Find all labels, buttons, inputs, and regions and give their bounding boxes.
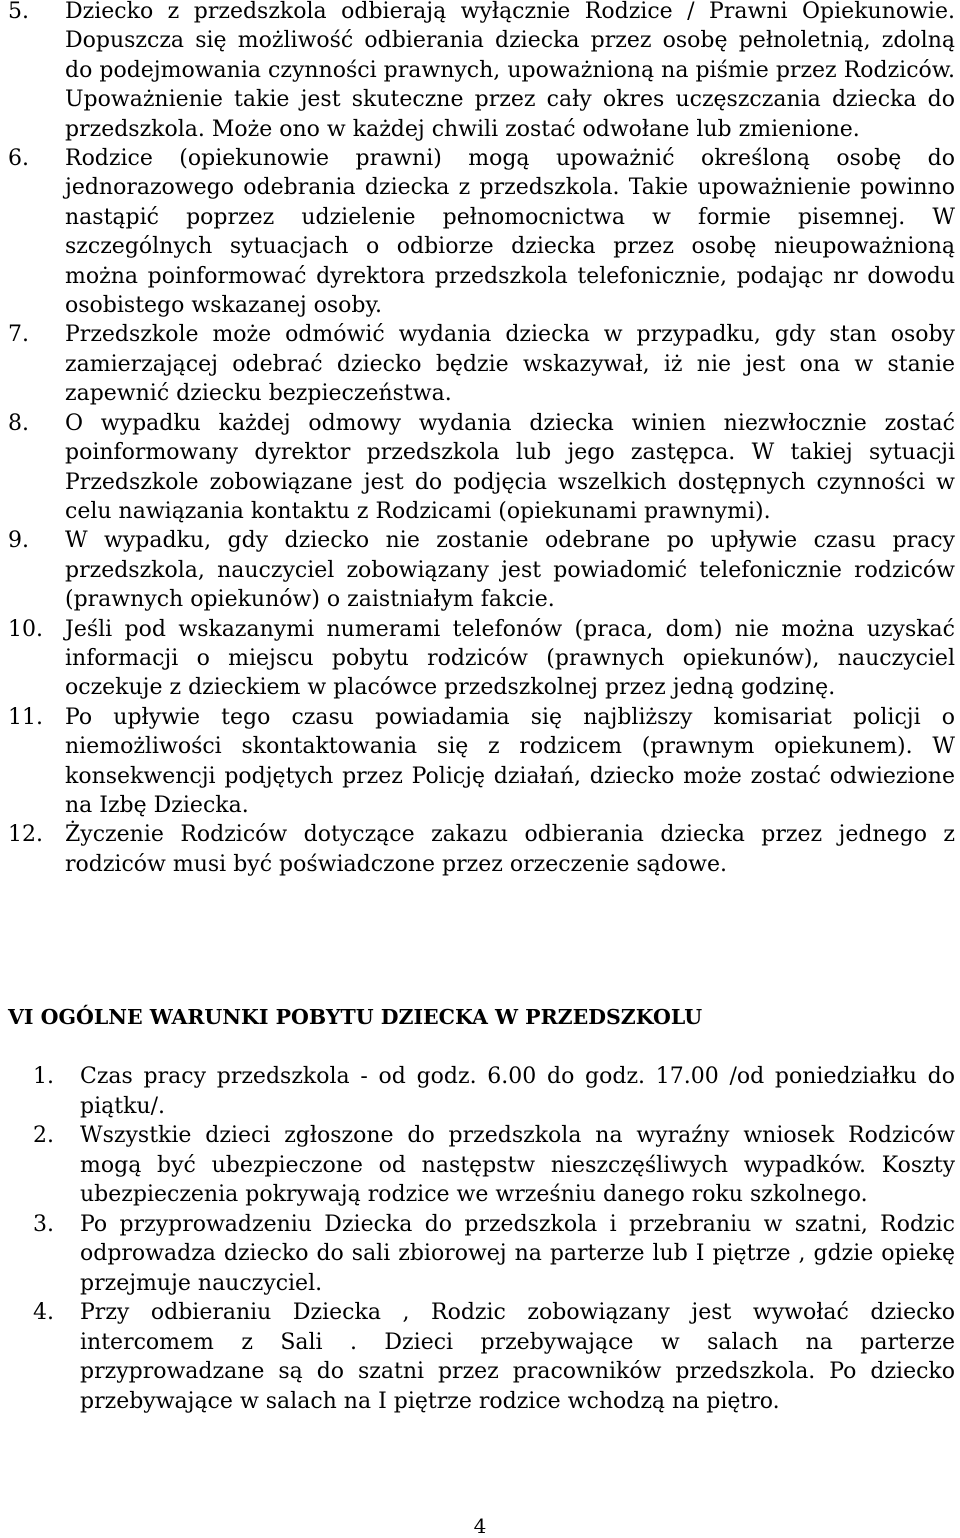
list-item <box>33 1062 955 1121</box>
list-item-text: Życzenie Rodziców dotyczące zakazu odbierania dziecka przez jednego z rodziców musi być poświadczone przez orzeczenie sądowe. <box>65 822 955 877</box>
list-item-text: O wypadku każdej odmowy wydania dziecka winien niezwłocznie zostać poinformowany dyrektor przedszkola lub jego zastępca. W takiej sytuacji Przedszkole zobowiązane jest do podjęcia wszelkich dostępnych czynności w celu nawiązania kontaktu z Rodzicami (opiekunami prawnymi). <box>65 410 955 524</box>
list-item-text: Rodzice (opiekunowie prawni) mogą upoważnić określoną osobę do jednorazowego odebrania dziecka z przedszkola. Takie upoważnienie powinno nastąpić poprzez udzielenie pełnomocnictwa w formie pisemnej. W szczególnych sytuacjach o odbiorze dziecka przez osobę nieupoważnioną można poinformować dyrektora przedszkola telefonicznie, podając nr dowodu osobistego wskazanej osoby. <box>65 146 955 319</box>
list-item-number: 2. <box>33 1123 54 1148</box>
list-item-number: 4. <box>33 1300 54 1325</box>
list-item-number: 9. <box>8 528 29 554</box>
list-item-number: 1. <box>33 1064 54 1089</box>
list-item-text: Przedszkole może odmówić wydania dziecka w przypadku, gdy stan osoby zamierzającej odebrać dziecko będzie wskazywał, iż nie jest ona w stanie zapewnić dziecku bezpieczeństwa. <box>65 322 955 407</box>
list-item <box>8 0 955 144</box>
list-item <box>8 820 955 879</box>
list-item-number: 5. <box>8 0 29 24</box>
list-item-text: Po przyprowadzeniu Dziecka do przedszkola i przebraniu w szatni, Rodzic odprowadza dziecko do sali zbiorowej na parterze lub I piętrze , gdzie opiekę przejmuje nauczyciel. <box>80 1211 955 1296</box>
page-number: 4 <box>473 1514 487 1538</box>
list-item-text: Po upływie tego czasu powiadamia się najbliższy komisariat policji o niemożliwości skontaktowania się z rodzicem (prawnym opiekunem). W konsekwencji podjętych przez Policję działań, dziecko może zostać odwiezione na Izbę Dziecka. <box>65 704 955 818</box>
list-item-text: Wszystkie dzieci zgłoszone do przedszkola na wyraźny wniosek Rodziców mogą być ubezpieczone od następstw nieszczęśliwych wypadków. Koszty ubezpieczenia pokrywają rodzice we wrześniu danego roku szkolnego. <box>80 1123 955 1207</box>
list-item-number: 12. <box>8 822 43 848</box>
list-item-number: 6. <box>8 146 29 172</box>
list-item-text: Dziecko z przedszkola odbierają wyłącznie Rodzice / Prawni Opiekunowie. Dopuszcza się możliwość odbierania dziecka przez osobę pełnoletnią, zdolną do podejmowania czynności prawnych, upoważnioną na piśmie przez Rodziców. Upoważnienie takie jest skuteczne przez cały okres uczęszczania dziecka do przedszkola. Może ono w każdej chwili zostać odwołane lub zmienione. <box>65 0 955 142</box>
list-item-number: 3. <box>33 1211 54 1237</box>
list-item-text: W wypadku, gdy dziecko nie zostanie odebrane po upływie czasu pracy przedszkola, nauczyciel zobowiązany jest powiadomić telefonicznie rodziców (prawnych opiekunów) o zaistniałym fakcie. <box>65 528 955 613</box>
list-item <box>8 144 955 320</box>
list-item-text: Jeśli pod wskazanymi numerami telefonów (praca, dom) nie można uzyskać informacji o miejscu pobytu rodziców (prawnych opiekunów), nauczyciel oczekuje z dzieckiem w placówce przedszkolnej przez jedną godzinę. <box>65 616 955 701</box>
list-item-number: 10. <box>8 616 43 642</box>
list-item <box>8 409 955 527</box>
list-item <box>8 615 955 703</box>
list-item-text: Czas pracy przedszkola - od godz. 6.00 do godz. 17.00 /od poniedziałku do piątku/. <box>80 1064 955 1119</box>
list-item <box>33 1121 955 1210</box>
list-item-text: Przy odbieraniu Dziecka , Rodzic zobowiązany jest wywołać dziecko intercomem z Sali . Dzieci przebywające w salach na parterze przyprowadzane są do szatni przez pracowników przedszkola. Po dziecko przebywające w salach na I piętrze rodzice wchodzą na piętro. <box>80 1300 955 1414</box>
list-item <box>33 1298 955 1416</box>
section-heading: VI OGÓLNE WARUNKI POBYTU DZIECKA W PRZEDSZKOLU <box>8 1005 703 1029</box>
list-item-number: 8. <box>8 410 29 436</box>
pickup-rules-list <box>8 0 955 879</box>
list-item <box>8 703 955 821</box>
list-item-number: 7. <box>8 322 29 348</box>
list-item <box>8 526 955 614</box>
general-conditions-list <box>33 1062 955 1416</box>
list-item <box>33 1210 955 1299</box>
list-item-number: 11. <box>8 704 43 730</box>
list-item <box>8 320 955 408</box>
